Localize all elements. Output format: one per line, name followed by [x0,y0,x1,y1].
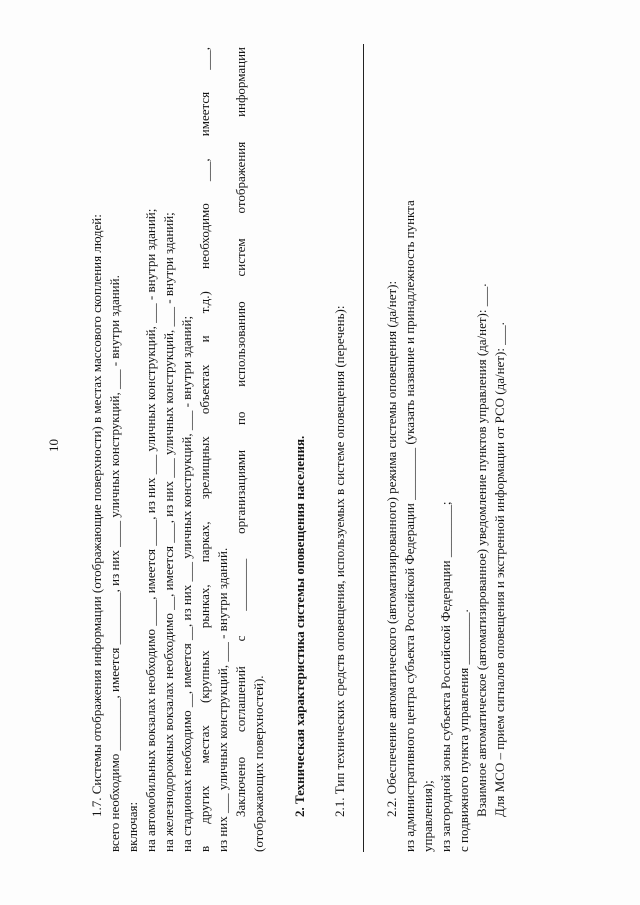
text-line: в других местах (крупных рынках, парках, зрелищных объектах и т.д.) необходимо ___, имеется ___, [197,47,212,852]
text-line: Заключено соглашений с ________ организациями по использованию систем отображения информации [233,47,248,817]
text-line: на железнодорожных вокзалах необходимо __, имеется ___, из них ___ уличных конструкций, ___ - внутри зданий; [161,212,176,852]
para-1-7-heading: 1.7. Системы отображения информации (отображающие поверхности) в местах массового скопления людей: [89,214,104,817]
rotated-content [45,32,605,852]
section-2-heading: 2. Техническая характеристика системы оповещения населения. [292,435,307,817]
page-number: 10 [46,439,61,452]
text-line: из административного центра субъекта Российской Федерации ________ (указать название и принадлежность пункта [402,200,417,852]
text-line: из загородной зоны субъекта Российской Федерации ________; [438,501,453,852]
text-line: из них ___ уличных конструкций, ___ - внутри зданий. [215,547,230,852]
text-line: Для МСО – прием сигналов оповещения и экстренной информации от РСО (да/нет): ___. [492,322,507,817]
text-line: (отображающих поверхностей). [251,675,266,852]
text-line: управления); [420,780,435,852]
text-line: с подвижного пункта управления ________. [456,609,471,852]
underline-rule [363,44,364,852]
para-2-2: 2.2. Обеспечение автоматического (автоматизированного) режима системы оповещения (да/нет): [384,280,399,817]
text-line: на автомобильных вокзалах необходимо ____, имеется ____, из них ___ уличных конструкций, ___ - внутри зданий; [143,208,158,852]
text-line: на стадионах необходимо __, имеется __, из них ___ уличных конструкций, ___ - внутри зданий; [179,315,194,852]
para-2-1: 2.1. Тип технических средств оповещения, используемых в системе оповещения (перечень): [332,305,347,817]
text-line: всего необходимо ________, имеется ________, из них ____ уличных конструкций, ___ - внутри зданий. [107,275,122,852]
text-line: Взаимное автоматическое (автоматизированное) уведомление пунктов управления (да/нет): ___. [474,283,489,817]
text-line: включая: [125,801,140,852]
